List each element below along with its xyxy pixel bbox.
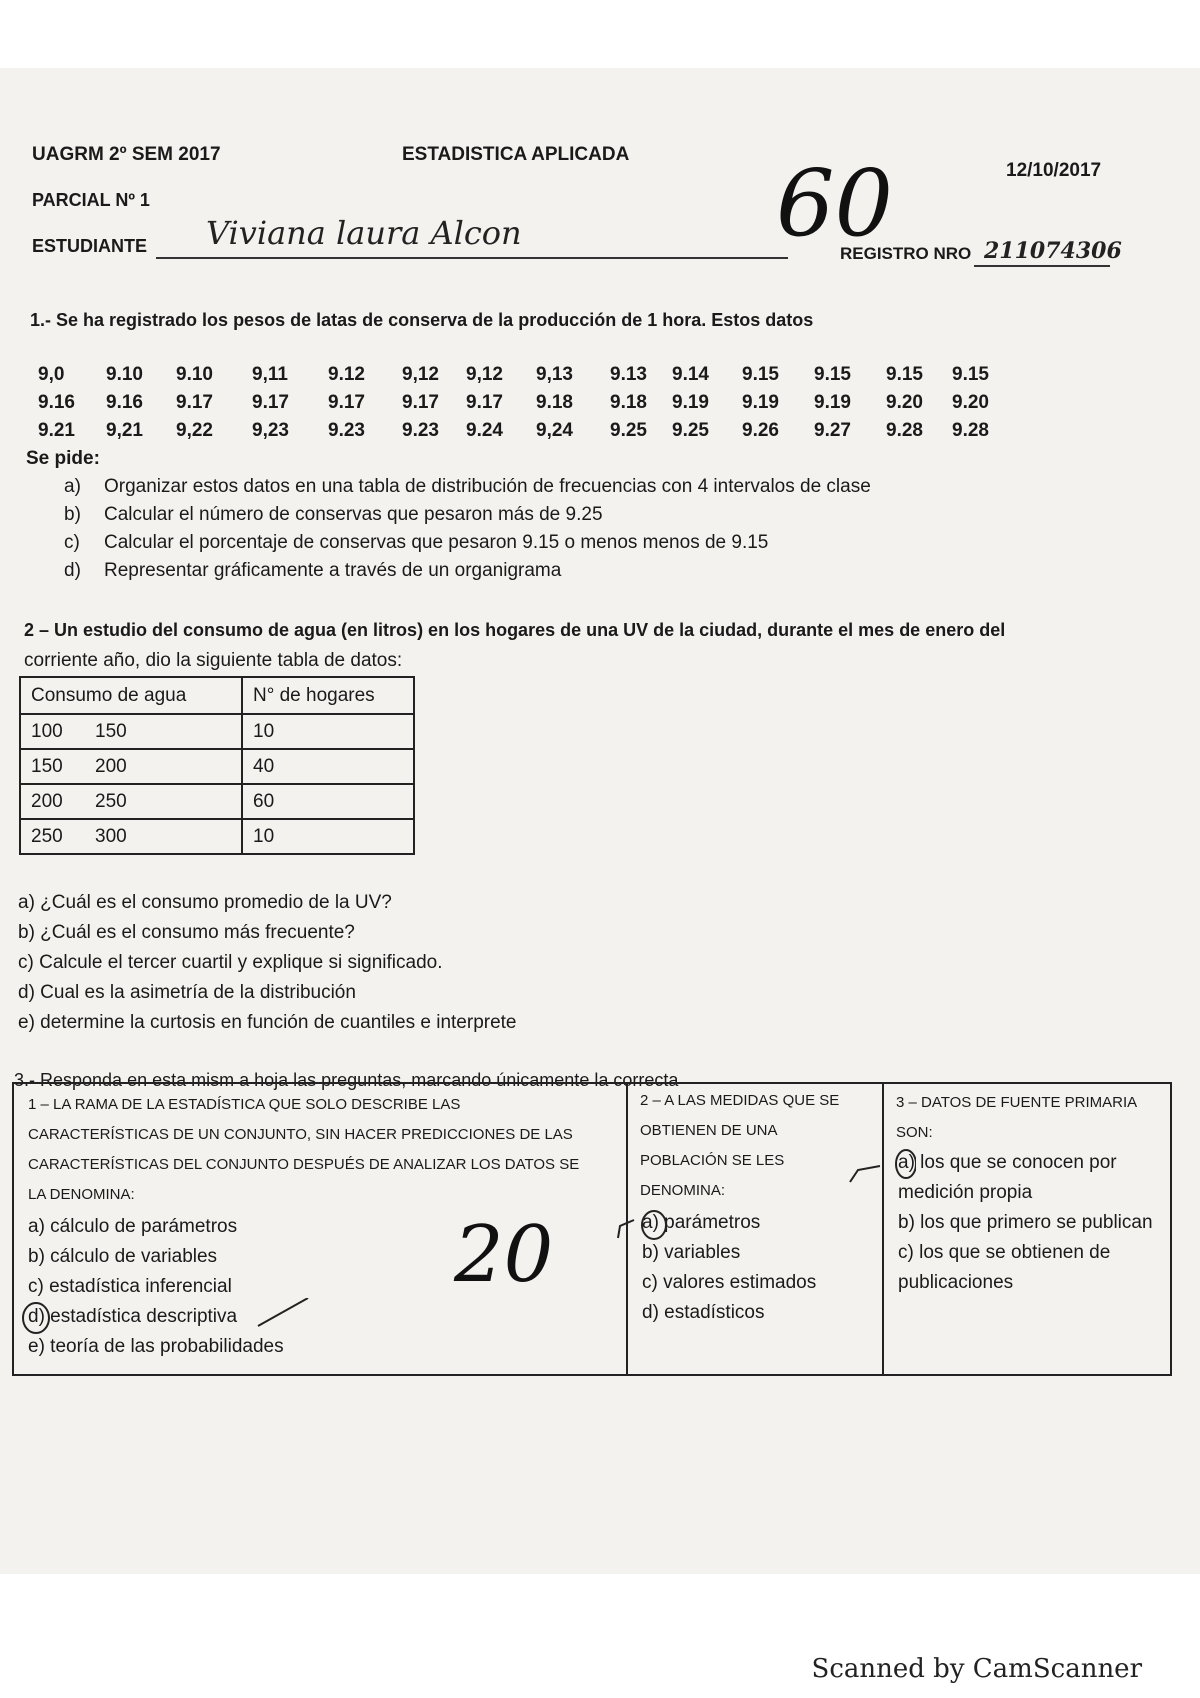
data-value: 9.19	[742, 392, 779, 413]
data-value: 9.17	[466, 392, 503, 413]
q3-2-question-line: OBTIENEN DE UNA	[640, 1122, 778, 1139]
data-value: 9.24	[466, 420, 503, 441]
q2-item-b: b) ¿Cuál es el consumo más frecuente?	[18, 922, 355, 943]
q3-1-question-line: CARACTERÍSTICAS DE UN CONJUNTO, SIN HACER PREDICCIONES DE LAS	[28, 1126, 573, 1143]
data-value: 9.18	[536, 392, 573, 413]
data-value: 9.21	[38, 420, 75, 441]
data-value: 9.23	[328, 420, 365, 441]
count-cell: 10	[242, 714, 414, 749]
q1-item	[64, 560, 561, 582]
interval-high: 300	[95, 825, 127, 847]
selected-option-circle-icon	[846, 1142, 916, 1192]
data-value: 9.18	[610, 392, 647, 413]
grade-total: 60	[776, 150, 894, 257]
data-value: 9,12	[402, 364, 439, 385]
scanner-watermark: Scanned by CamScanner	[811, 1654, 1142, 1684]
data-value: 9.15	[814, 364, 851, 385]
q1-item	[64, 532, 768, 554]
q3-2-option: d) estadísticos	[642, 1302, 765, 1323]
item-text: Calcular el porcentaje de conservas que pesaron 9.15 o menos menos de 9.15	[104, 532, 769, 553]
column-divider	[882, 1084, 884, 1374]
count-cell: 60	[242, 784, 414, 819]
registry-line	[974, 265, 1110, 267]
table-row	[20, 714, 414, 749]
q3-2-question-line: DENOMINA:	[640, 1182, 726, 1199]
table-row	[20, 819, 414, 854]
data-value: 9.15	[886, 364, 923, 385]
q3-2-option: b) variables	[642, 1242, 741, 1263]
data-value: 9,11	[252, 364, 288, 385]
data-value: 9.10	[106, 364, 143, 385]
grade-q3: 20	[454, 1210, 554, 1300]
item-letter: a)	[64, 476, 81, 497]
q3-1-option: e) teoría de las probabilidades	[28, 1336, 284, 1357]
data-value: 9.20	[952, 392, 989, 413]
registry-number: 211074306	[984, 238, 1122, 264]
table-row	[20, 784, 414, 819]
q2-item-e: e) determine la curtosis en función de cuantiles e interprete	[18, 1012, 517, 1033]
q1-item	[64, 476, 871, 498]
q3-3-option: c) los que se obtienen de	[898, 1242, 1111, 1263]
data-value: 9.12	[328, 364, 365, 385]
student-name-line	[156, 257, 788, 259]
selected-option-circle-icon	[610, 1208, 670, 1244]
data-value: 9,12	[466, 364, 503, 385]
data-value: 9.20	[886, 392, 923, 413]
q3-statement: 3.- Responda en esta mism a hoja las preguntas, marcando únicamente la correcta	[14, 1070, 679, 1090]
q3-2-option: c) valores estimados	[642, 1272, 817, 1293]
q3-1-question-line: LA DENOMINA:	[28, 1186, 135, 1203]
data-value: 9.19	[814, 392, 851, 413]
q3-3-option: b) los que primero se publican	[898, 1212, 1153, 1233]
interval-cell	[20, 714, 242, 749]
student-label: ESTUDIANTE	[32, 236, 148, 256]
registry-label: REGISTRO NRO	[840, 244, 972, 263]
q2-statement-line1: 2 – Un estudio del consumo de agua (en litros) en los hogares de una UV de la ciudad, durante el mes de enero del	[24, 620, 1006, 640]
q1-item	[64, 504, 603, 526]
data-value: 9,22	[176, 420, 213, 441]
data-value: 9.19	[672, 392, 709, 413]
item-letter: c)	[64, 532, 80, 553]
data-value: 9,24	[536, 420, 573, 441]
data-value: 9.25	[610, 420, 647, 441]
data-value: 9.28	[886, 420, 923, 441]
count-cell: 10	[242, 819, 414, 854]
q3-1-option: b) cálculo de variables	[28, 1246, 218, 1267]
q3-3-question-line: 3 – DATOS DE FUENTE PRIMARIA	[896, 1094, 1138, 1111]
data-value: 9.13	[610, 364, 647, 385]
table-header-row	[20, 677, 414, 714]
table-row	[20, 749, 414, 784]
data-value: 9,0	[38, 364, 65, 385]
q1-asks-label: Se pide:	[26, 448, 100, 469]
item-text: Organizar estos datos en una tabla de distribución de frecuencias con 4 intervalos de clase	[104, 476, 871, 497]
q3-3-option-selected: a) los que se conocen por	[898, 1152, 1117, 1173]
data-value: 9,23	[252, 420, 289, 441]
interval-cell	[20, 784, 242, 819]
q3-3-question-line: SON:	[896, 1124, 933, 1141]
count-cell: 40	[242, 749, 414, 784]
interval-cell	[20, 749, 242, 784]
student-name: Viviana laura Alcon	[206, 214, 522, 252]
column-header: Consumo de agua	[20, 677, 242, 714]
interval-cell	[20, 819, 242, 854]
data-value: 9.27	[814, 420, 851, 441]
q3-3-option-continuation: publicaciones	[898, 1272, 1014, 1293]
q2-item-c: c) Calcule el tercer cuartil y explique si significado.	[18, 952, 443, 973]
exam-title: PARCIAL Nº 1	[32, 190, 150, 210]
water-consumption-table	[19, 676, 415, 855]
data-value: 9.15	[742, 364, 779, 385]
item-text: Calcular el número de conservas que pesaron más de 9.25	[104, 504, 603, 525]
q3-3-option-continuation: medición propia	[898, 1182, 1033, 1203]
q3-2-option-selected: a) parámetros	[642, 1212, 761, 1233]
interval-low: 150	[31, 755, 63, 777]
data-value: 9,21	[106, 420, 143, 441]
column-header: N° de hogares	[242, 677, 414, 714]
item-letter: d)	[64, 560, 81, 581]
q3-2-question-line: POBLACIÓN SE LES	[640, 1152, 785, 1169]
data-value: 9.14	[672, 364, 709, 385]
exam-date: 12/10/2017	[1006, 160, 1102, 181]
interval-low: 100	[31, 720, 63, 742]
item-letter: b)	[64, 504, 81, 525]
data-value: 9.10	[176, 364, 213, 385]
interval-high: 200	[95, 755, 127, 777]
data-value: 9.17	[176, 392, 213, 413]
data-value: 9,13	[536, 364, 573, 385]
university-label: UAGRM 2º SEM 2017	[32, 144, 221, 165]
selected-option-circle-icon	[18, 1298, 318, 1338]
q3-2-question-line: 2 – A LAS MEDIDAS QUE SE	[640, 1092, 840, 1109]
data-value: 9.17	[252, 392, 289, 413]
data-value: 9.25	[672, 420, 709, 441]
data-value: 9.26	[742, 420, 779, 441]
q3-answer-box	[12, 1082, 1172, 1376]
data-value: 9.16	[106, 392, 143, 413]
item-text: Representar gráficamente a través de un organigrama	[104, 560, 562, 581]
interval-high: 150	[95, 720, 127, 742]
q2-statement-line2: corriente año, dio la siguiente tabla de datos:	[24, 650, 403, 671]
q1-statement: 1.- Se ha registrado los pesos de latas de conserva de la producción de 1 hora. Estos datos	[30, 310, 814, 330]
data-value: 9.28	[952, 420, 989, 441]
q2-item-d: d) Cual es la asimetría de la distribución	[18, 982, 356, 1003]
q2-item-a: a) ¿Cuál es el consumo promedio de la UV?	[18, 892, 392, 913]
q3-1-option-selected: d) estadística descriptiva	[28, 1306, 238, 1327]
data-value: 9.23	[402, 420, 439, 441]
q3-1-option: c) estadística inferencial	[28, 1276, 232, 1297]
data-value: 9.17	[328, 392, 365, 413]
data-value: 9.17	[402, 392, 439, 413]
interval-low: 200	[31, 790, 63, 812]
interval-low: 250	[31, 825, 63, 847]
q3-1-question-line: CARACTERÍSTICAS DEL CONJUNTO DESPUÉS DE ANALIZAR LOS DATOS SE	[28, 1156, 580, 1173]
course-title: ESTADISTICA APLICADA	[402, 144, 630, 165]
data-value: 9.16	[38, 392, 75, 413]
q3-1-question-line: 1 – LA RAMA DE LA ESTADÍSTICA QUE SOLO DESCRIBE LAS	[28, 1096, 461, 1113]
data-value: 9.15	[952, 364, 989, 385]
interval-high: 250	[95, 790, 127, 812]
q3-1-option: a) cálculo de parámetros	[28, 1216, 238, 1237]
